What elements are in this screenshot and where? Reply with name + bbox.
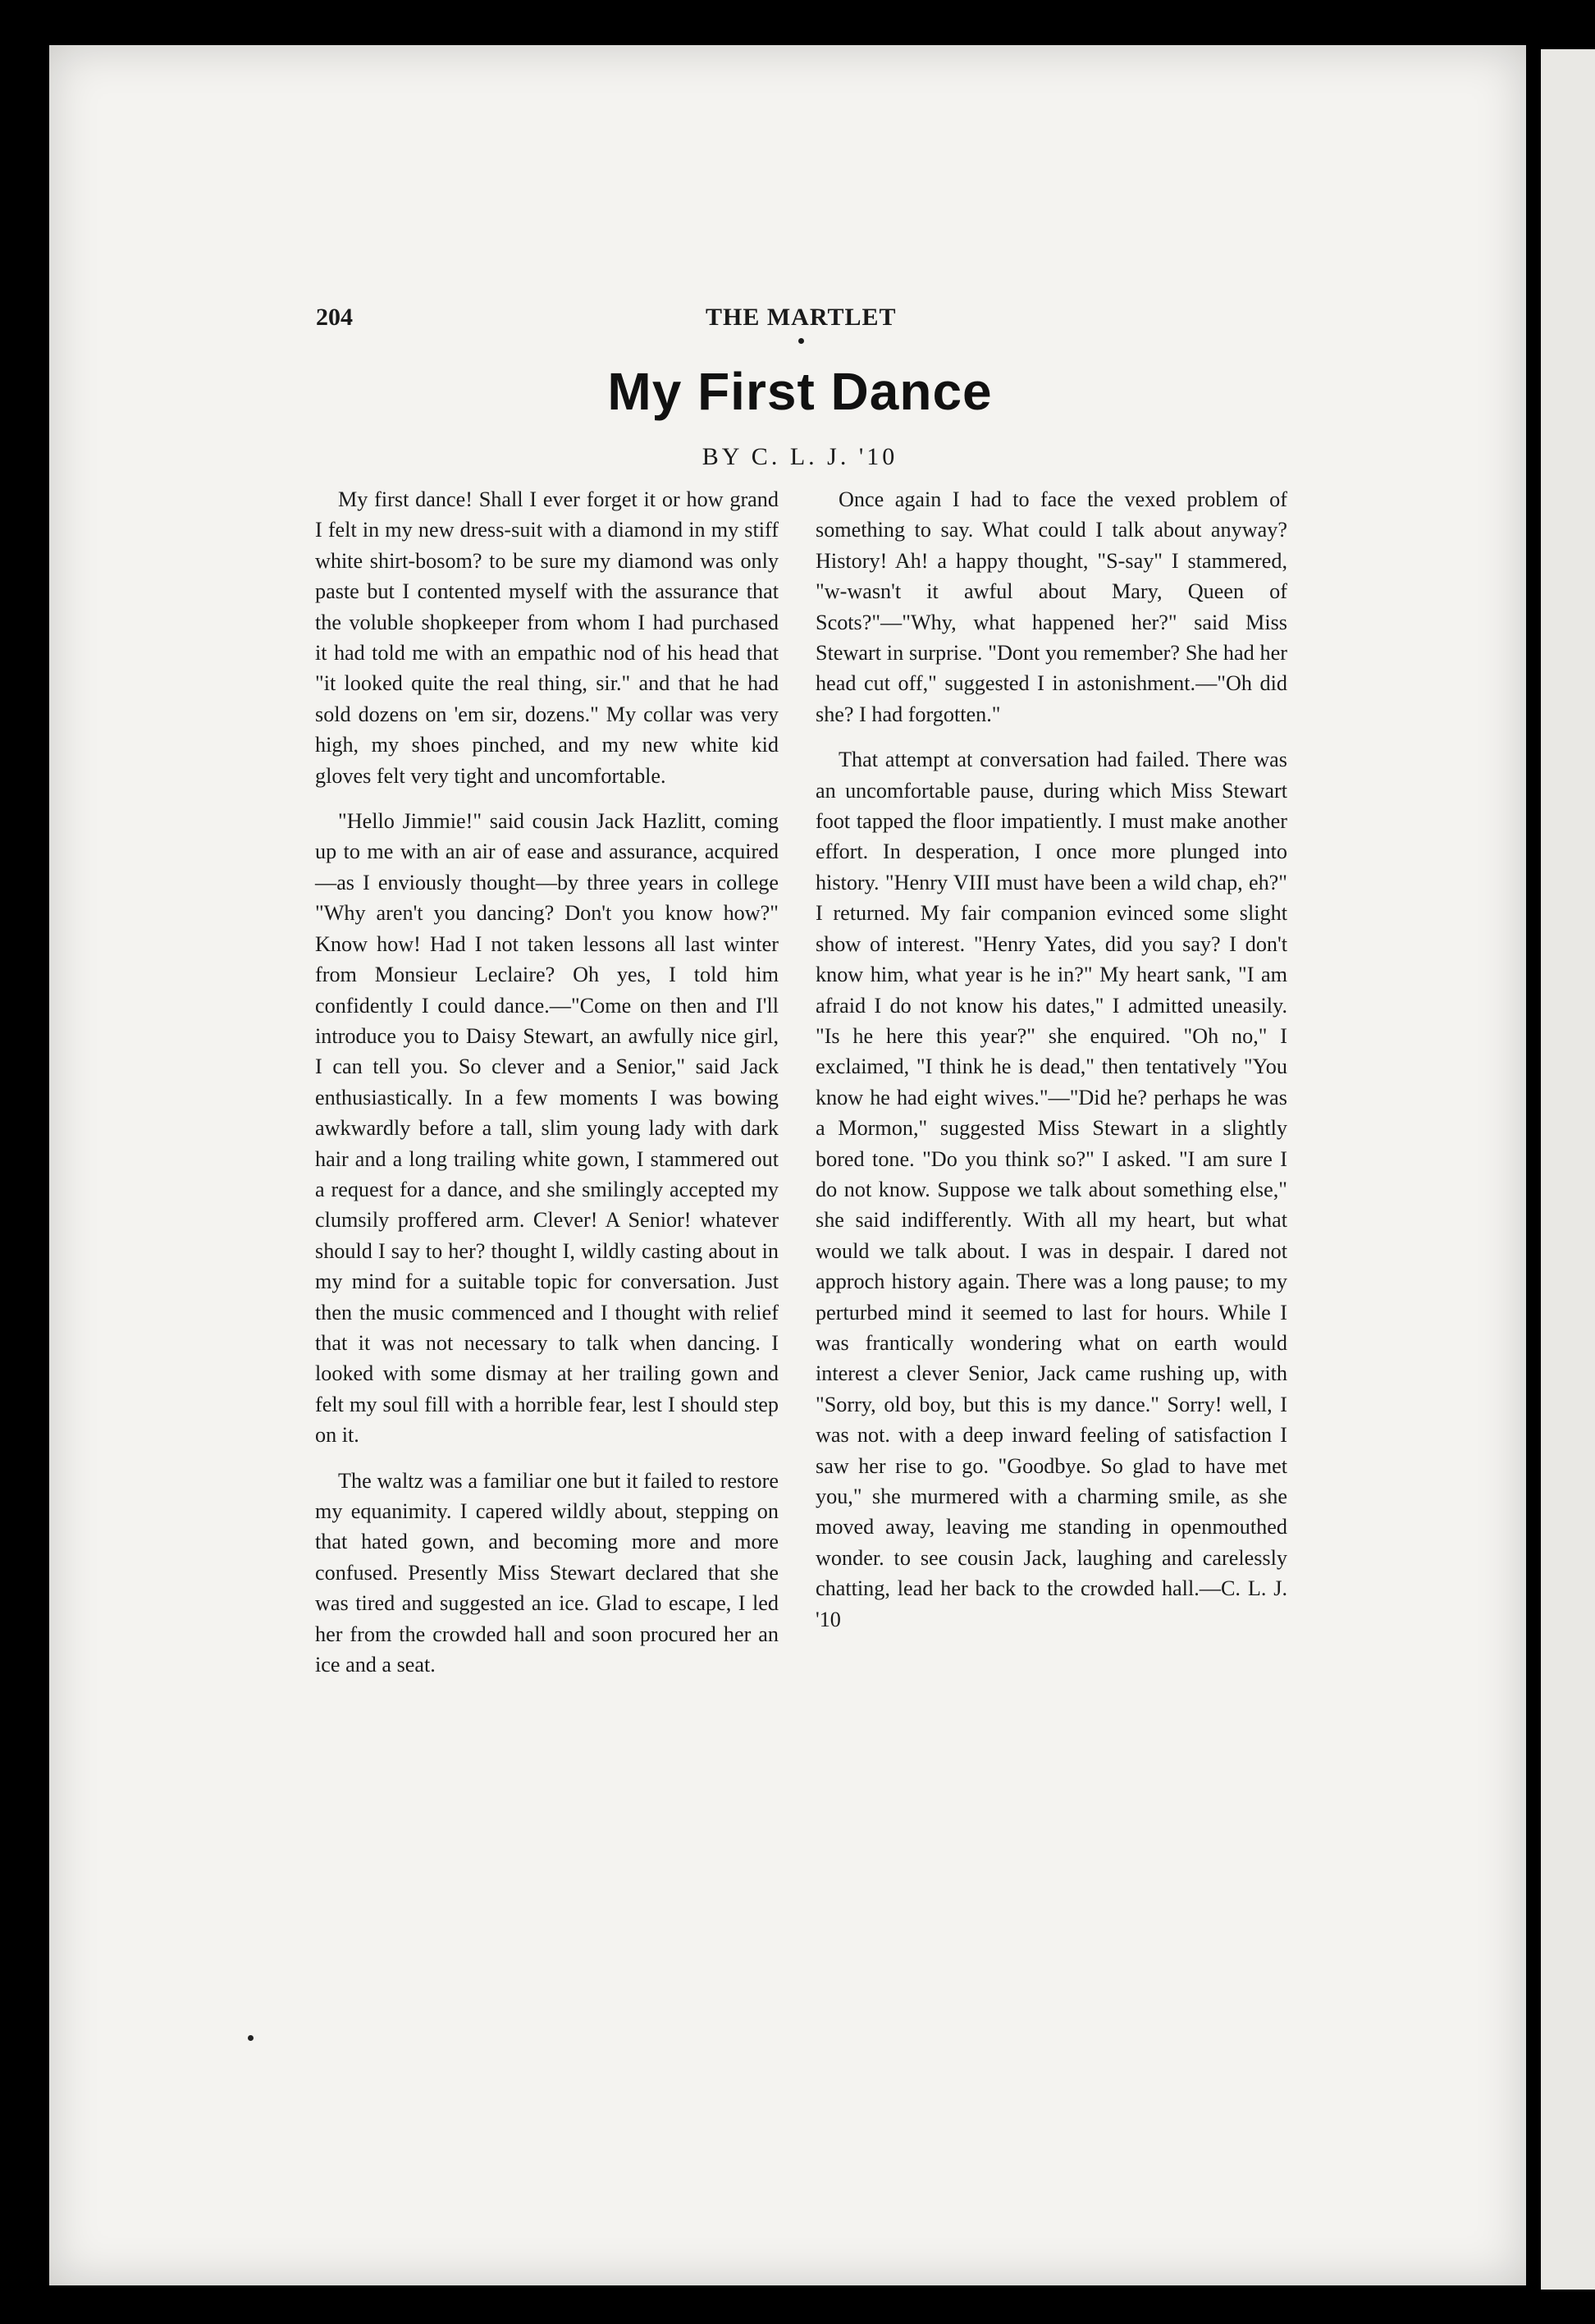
running-title: THE MARTLET <box>706 304 897 331</box>
left-column <box>315 484 779 1695</box>
paragraph: Once again I had to face the vexed problem of something to say. What could I talk about anyway? History! Ah! a happy thought, "S-say" I stammered, "w-wasn't it awful about Mary, Queen of Scots?"—"Why, what happened her?" said Miss Stewart in surprise. "Dont you remember? She had her head cut off," suggested I in astonishment.—"Oh did she? I had forgotten." <box>816 487 1287 726</box>
paragraph: The waltz was a familiar one but it failed to restore my equanimity. I capered wildly about, stepping on that hated gown, and becoming more and more confused. Presently Miss Stewart declared that she was tired and suggested an ice. Glad to escape, I led her from the crowded hall and soon procured her an ice and a seat. <box>315 1468 779 1677</box>
adjacent-page-edge <box>1541 49 1595 2290</box>
right-column <box>816 484 1287 1649</box>
paragraph: That attempt at conversation had failed. There was an uncomfortable pause, during which Miss Stewart foot tapped the floor impatiently. I must make another effort. In desperation, I once more plunged into history. "Henry VIII must have been a wild chap, eh?" I returned. My fair companion evinced some slight show of interest. "Henry Yates, did you say? I don't know him, what year is he in?" My heart sank, "I am afraid I do not know his dates," I admitted uneasily. "Is he here this year?" she enquired. "Oh no," I exclaimed, "I think he is dead," then tentatively "You know he had eight wives."—"Did he? perhaps he was a Mormon," suggested Miss Stewart in a slightly bored tone. "Do you think so?" I asked. "I am sure I do not know. Suppose we talk about something else," she said indifferently. With all my heart, but what would we talk about. I was in despair. I dared not approch history again. There was a long pause; to my perturbed mind it seemed to last for hours. While I was frantically wondering what on earth would interest a clever Senior, Jack came rushing up, with "Sorry, old boy, but this is my dance." Sorry! well, I was not. with a deep inward feeling of satisfaction I saw her rise to go. "Goodbye. So glad to have met you," she murmered with a charming smile, as she moved away, leaving me standing in openmouthed wonder. to see cousin Jack, laughing and carelessly chatting, lead her back to the crowded hall.—C. L. J. '10 <box>816 748 1287 1631</box>
article-byline: BY C. L. J. '10 <box>702 443 898 470</box>
print-speck <box>248 2035 254 2041</box>
running-header <box>316 304 1309 336</box>
ornament-dot <box>798 338 804 344</box>
paragraph: "Hello Jimmie!" said cousin Jack Hazlitt, coming up to me with an air of ease and assurance, acquired—as I enviously thought—by three years in college "Why aren't you dancing? Don't you know how?" Know how! Had I not taken lessons all last winter from Monsieur Leclaire? Oh yes, I told him confidently I could dance.—"Come on then and I'll introduce you to Daisy Stewart, an awfully nice girl, I can tell you. So clever and a Senior," said Jack enthusiastically. In a few moments I was bowing awkwardly before a tall, slim young lady with dark hair and a long trailing white gown, I stammered out a request for a dance, and she smilingly accepted my clumsily proffered arm. Clever! A Senior! whatever should I say to her? thought I, wildly casting about in my mind for a suitable topic for conversation. Just then the music commenced and I thought with relief that it was not necessary to talk when dancing. I looked with some dismay at her trailing gown and felt my soul fill with a horrible fear, lest I should step on it. <box>315 809 779 1448</box>
page-number: 204 <box>316 304 353 331</box>
paragraph: My first dance! Shall I ever forget it or how grand I felt in my new dress-suit with a diamond in my stiff white shirt-bosom? to be sure my diamond was only paste but I contented myself with the assurance that the voluble shopkeeper from whom I had purchased it had told me with an empathic nod of his head that "it looked quite the real thing, sir." and that he had sold dozens on 'em sir, dozens." My collar was very high, my shoes pinched, and my new white kid gloves felt very tight and uncomfortable. <box>315 487 779 788</box>
article-title: My First Dance <box>607 362 993 421</box>
